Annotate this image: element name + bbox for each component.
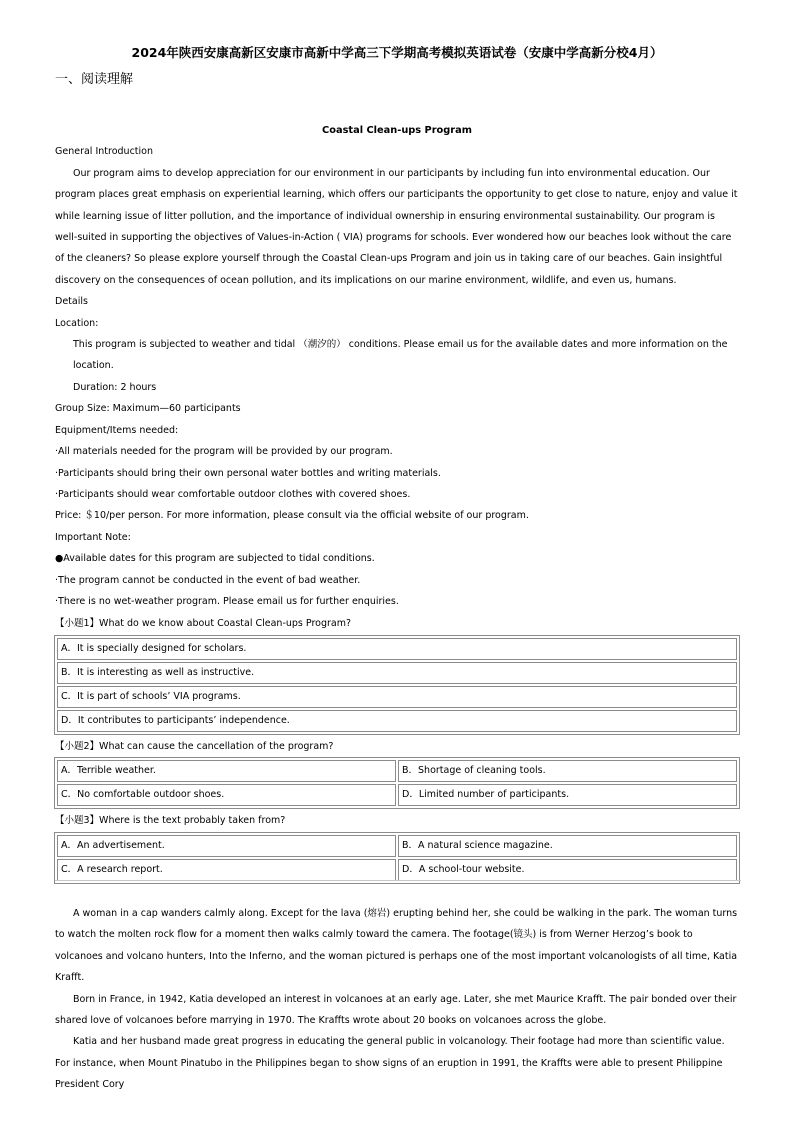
location-heading: Location: [55,317,99,329]
option-b[interactable]: B．A natural science magazine. [398,835,737,857]
option-a[interactable]: A．An advertisement. [57,835,396,857]
equipment-heading: Equipment/Items needed: [55,424,179,436]
question-2-options [54,757,740,809]
details-heading: Details [55,296,88,308]
question-1-stem: 【小题1】What do we know about Coastal Clean-ups Program? [55,618,352,630]
duration-text: Duration: 2 hours [73,381,157,393]
passage-2-paragraph: A woman in a cap wanders calmly along. Except for the lava (熔岩) erupting behind her, she could be walking in the park. The woman turns to watch the molten rock flow for a moment then walks calmly toward the camera. The footage(镜头) is from Werner Herzog’s book to volcanoes and volcano hunters, Into the Inferno, and the woman pictured is perhaps one of the most important volcanologists of all time, Katia Krafft. [55,908,738,984]
note-item: ·There is no wet-weather program. Please email us for further enquiries. [55,595,399,607]
location-text: This program is subjected to weather and tidal （潮汐的） conditions. Please email us for the available dates and more information on the location. [73,339,728,372]
option-d[interactable]: D．It contributes to participants’ independence. [57,710,737,732]
question-3-options [54,832,740,884]
important-note-heading: Important Note: [55,531,131,543]
passage-2 [55,903,739,1096]
question-2-stem: 【小题2】What can cause the cancellation of the program? [55,740,334,752]
passage-2-paragraph: Born in France, in 1942, Katia developed an interest in volcanoes at an early age. Later, she met Maurice Krafft. The pair bonded over their shared love of volcanoes before marrying in 1970. The Kraffts wrote about 20 books on volcanoes across the globe. [55,993,737,1027]
question-1-options [54,635,740,735]
option-a[interactable]: A．It is specially designed for scholars. [57,638,737,660]
note-item: ·The program cannot be conducted in the event of bad weather. [55,574,361,586]
group-size-text: Group Size: Maximum—60 participants [55,403,241,415]
section-divider [55,880,741,881]
intro-paragraph: Our program aims to develop appreciation for our environment in our participants by including fun into environmental education. Our program places great emphasis on experiential learning, which offers our participants the opportunity to get close to nature, enjoy and value it while learning issue of litter pollution, and the importance of individual ownership in ensuring environmental sustainability. Our program is well-suited in supporting the objectives of Values-in-Action ( VIA) programs for schools. Ever wondered how our beaches look without the care of the cleaners? So please explore yourself through the Coastal Clean-ups Program and join us in taking care of our beaches. Gain insightful discovery on the consequences of ocean pollution, and its implications on our marine environment, wildlife, and even us, humans. [55,167,738,286]
equipment-item: ·Participants should wear comfortable outdoor clothes with covered shoes. [55,488,411,500]
option-b[interactable]: B．It is interesting as well as instructive. [57,662,737,684]
option-c[interactable]: C．No comfortable outdoor shoes. [57,784,396,806]
option-c[interactable]: C．It is part of schools’ VIA programs. [57,686,737,708]
general-intro-heading: General Introduction [55,146,153,158]
option-d[interactable]: D．Limited number of participants. [398,784,737,806]
option-b[interactable]: B．Shortage of cleaning tools. [398,760,737,782]
section-heading: 一、阅读理解 [55,72,134,87]
price-text: Price: ＄10/per person. For more information, please consult via the official website of our program. [55,510,529,522]
option-a[interactable]: A．Terrible weather. [57,760,396,782]
passage-title: Coastal Clean-ups Program [322,125,472,136]
option-c[interactable]: C．A research report. [57,859,396,881]
note-item: ●Available dates for this program are subjected to tidal conditions. [55,553,375,565]
option-d[interactable]: D．A school-tour website. [398,859,737,881]
equipment-item: ·Participants should bring their own personal water bottles and writing materials. [55,467,441,479]
document-title: 2024年陕西安康高新区安康市高新中学高三下学期高考模拟英语试卷（安康中学高新分校4月） [131,45,663,60]
equipment-item: ·All materials needed for the program will be provided by our program. [55,446,393,458]
passage-2-paragraph: Katia and her husband made great progress in educating the general public in volcanology. Their footage had more than scientific value. For instance, when Mount Pinatubo in the Philippines began to show signs of an eruption in 1991, the Kraffts were able to present Philippine President Cory [55,1036,725,1091]
question-3-stem: 【小题3】Where is the text probably taken from? [55,815,286,827]
passage-1 [55,120,739,884]
